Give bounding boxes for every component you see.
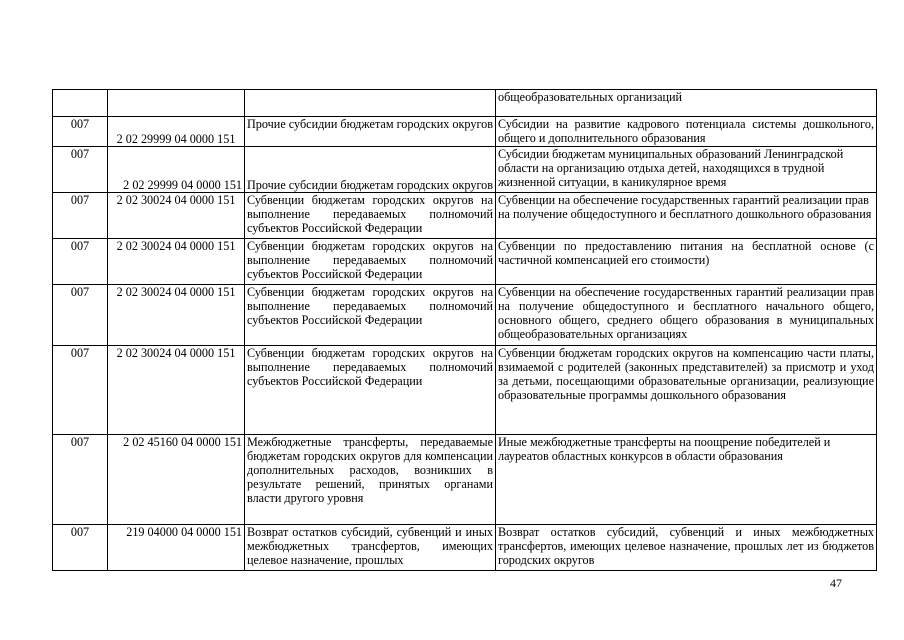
budget-code-cell: 219 04000 04 0000 151 (108, 525, 245, 571)
income-name-cell: Субвенции бюджетам городских округов на выполнение передаваемых полномочий субъектов Российской Федерации (245, 346, 496, 435)
budget-code-cell: 2 02 30024 04 0000 151 (108, 239, 245, 285)
table-row (53, 147, 877, 193)
budget-code-cell: 2 02 30024 04 0000 151 (108, 193, 245, 239)
table-row (53, 193, 877, 239)
budget-code-cell: 2 02 29999 04 0000 151 (108, 147, 245, 193)
table-row (53, 90, 877, 117)
income-name-cell: Субвенции бюджетам городских округов на выполнение передаваемых полномочий субъектов Российской Федерации (245, 193, 496, 239)
income-name-cell: Субвенции бюджетам городских округов на выполнение передаваемых полномочий субъектов Российской Федерации (245, 285, 496, 346)
budget-code-cell: 2 02 30024 04 0000 151 (108, 285, 245, 346)
table-row (53, 435, 877, 525)
budget-code-cell: 2 02 30024 04 0000 151 (108, 346, 245, 435)
admin-code-cell: 007 (53, 117, 108, 147)
purpose-cell: Субвенции на обеспечение государственных гарантий реализации прав на получение общедоступного и бесплатного дошкольного образования (496, 193, 877, 239)
admin-code-cell: 007 (53, 193, 108, 239)
admin-code-cell: 007 (53, 525, 108, 571)
page-number: 47 (830, 576, 842, 590)
purpose-cell: Субвенции по предоставлению питания на бесплатной основе (с частичной компенсацией его стоимости) (496, 239, 877, 285)
income-name-cell: Межбюджетные трансферты, передаваемые бюджетам городских округов для компенсации дополнительных расходов, возникших в результате решений, принятых органами власти другого уровня (245, 435, 496, 525)
admin-code-cell: 007 (53, 239, 108, 285)
admin-code-cell (53, 90, 108, 117)
purpose-cell: общеобразовательных организаций (496, 90, 877, 117)
table-row (53, 346, 877, 435)
income-name-cell: Прочие субсидии бюджетам городских округов (245, 147, 496, 193)
table-row (53, 117, 877, 147)
budget-code-cell (108, 90, 245, 117)
purpose-cell: Иные межбюджетные трансферты на поощрение победителей и лауреатов областных конкурсов в области образования (496, 435, 877, 525)
budget-code-cell: 2 02 45160 04 0000 151 (108, 435, 245, 525)
income-name-cell: Субвенции бюджетам городских округов на выполнение передаваемых полномочий субъектов Российской Федерации (245, 239, 496, 285)
purpose-cell: Субсидии бюджетам муниципальных образований Ленинградской области на организацию отдыха детей, находящихся в трудной жизненной ситуации, в каникулярное время (496, 147, 877, 193)
income-name-cell: Возврат остатков субсидий, субвенций и иных межбюджетных трансфертов, имеющих целевое назначение, прошлых (245, 525, 496, 571)
admin-code-cell: 007 (53, 435, 108, 525)
purpose-cell: Субвенции бюджетам городских округов на компенсацию части платы, взимаемой с родителей (законных представителей) за присмотр и уход за детьми, посещающими образовательные организации, реализующие образовательные программы дошкольного образования (496, 346, 877, 435)
table-row (53, 239, 877, 285)
budget-revenue-table (52, 89, 877, 571)
budget-code-cell: 2 02 29999 04 0000 151 (108, 117, 245, 147)
purpose-cell: Возврат остатков субсидий, субвенций и иных межбюджетных трансфертов, имеющих целевое назначение, прошлых лет из бюджетов городских округов (496, 525, 877, 571)
admin-code-cell: 007 (53, 346, 108, 435)
purpose-cell: Субсидии на развитие кадрового потенциала системы дошкольного, общего и дополнительного образования (496, 117, 877, 147)
income-name-cell: Прочие субсидии бюджетам городских округов (245, 117, 496, 147)
table-row (53, 285, 877, 346)
table-row (53, 525, 877, 571)
income-name-cell (245, 90, 496, 117)
admin-code-cell: 007 (53, 147, 108, 193)
admin-code-cell: 007 (53, 285, 108, 346)
purpose-cell: Субвенции на обеспечение государственных гарантий реализации прав на получение общедоступного и бесплатного начального общего, основного общего, среднего общего образования в муниципальных общеобразовательных организациях (496, 285, 877, 346)
